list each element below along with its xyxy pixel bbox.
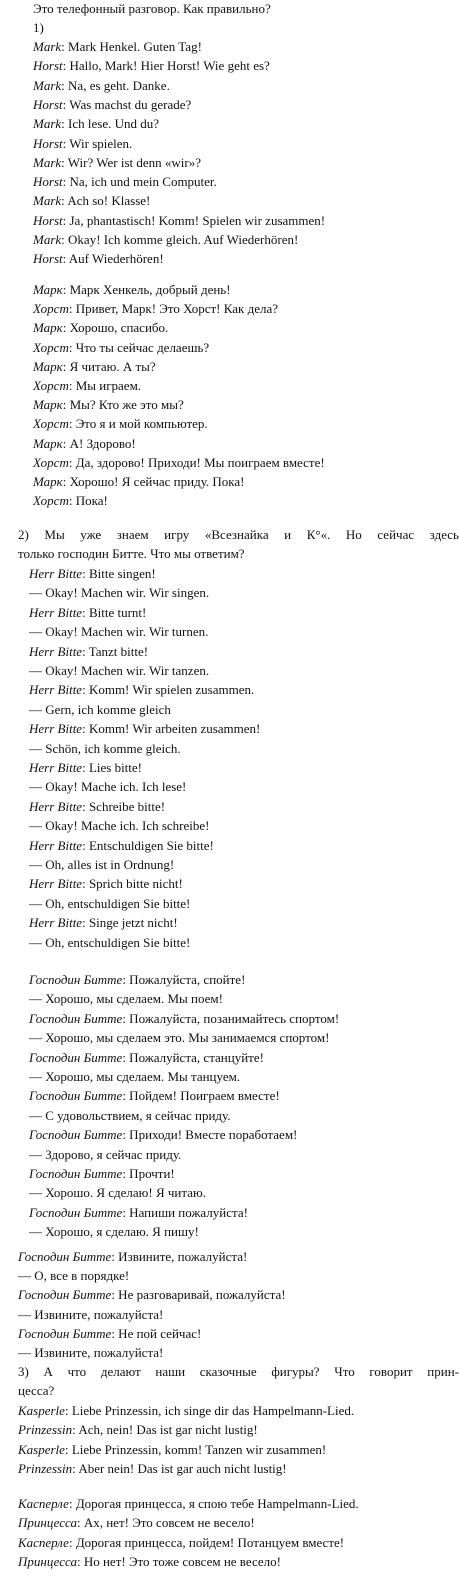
speech-text: : Komm! Wir spielen zusammen. <box>82 682 255 698</box>
speech-text: : Пока! <box>68 493 108 509</box>
reply-text: — Okay! Machen wir. Wir turnen. <box>29 624 209 640</box>
speech-text: : Прочти! <box>122 1166 175 1181</box>
speech-text: : Напиши пожалуйста! <box>122 1204 248 1220</box>
dialogue-line <box>29 663 459 679</box>
speech-text: : Lies bitte! <box>82 760 143 775</box>
speech-text: : Singe jetzt nicht! <box>82 915 178 931</box>
speaker-name: Касперле <box>18 1496 69 1511</box>
section-intro: цесса? <box>18 1383 55 1398</box>
dialogue-line <box>33 359 459 375</box>
speech-text: : Хорошо! Я сейчас приду. Пока! <box>62 474 245 489</box>
speech-text: : Не разговаривай, пожалуйста! <box>111 1287 286 1303</box>
dialogue-line <box>29 1185 459 1201</box>
dialogue-line <box>18 1326 459 1342</box>
reply-text: — Okay! Machen wir. Wir tanzen. <box>29 663 210 678</box>
dialogue-line <box>29 1011 459 1027</box>
dialogue-line <box>29 915 459 931</box>
dialogue-line <box>29 1050 459 1066</box>
speaker-name: Марк <box>33 358 63 374</box>
speaker-name: Марк <box>33 474 63 489</box>
dialogue-line <box>18 1403 459 1419</box>
speech-text: : Bitte singen! <box>82 566 156 581</box>
speaker-name: Марк <box>33 397 63 413</box>
dialogue-line <box>33 193 459 209</box>
dialogue-line <box>33 251 459 267</box>
speaker-name: Mark <box>33 116 62 132</box>
reply-text: — Хорошо, мы сделаем это. Мы занимаемся спортом! <box>29 1030 330 1046</box>
speaker-name: Horst <box>33 251 63 267</box>
speech-text: : Хорошо, спасибо. <box>62 320 169 336</box>
speaker-name: Herr Bitte <box>29 798 83 814</box>
speech-text: : Okay! Ich komme gleich. Auf Wiederhören! <box>61 232 299 247</box>
dialogue-line <box>33 320 459 336</box>
dialogue-line <box>33 58 459 74</box>
speech-text: : Auf Wiederhören! <box>62 251 164 267</box>
speech-text: : Марк Хенкель, добрый день! <box>62 282 231 297</box>
reply-text: — Здорово, я сейчас приду. <box>29 1146 182 1162</box>
dialogue-line <box>18 1307 459 1323</box>
speaker-name: Господин Битте <box>18 1249 112 1264</box>
reply-text: — О, все в порядке! <box>18 1268 130 1284</box>
speech-text: : Hallo, Mark! Hier Horst! Wie geht es? <box>62 58 270 74</box>
speech-text: : Entschuldigen Sie bitte! <box>82 837 214 853</box>
reply-text: — Gern, ich komme gleich <box>29 701 171 717</box>
speaker-name: Herr Bitte <box>29 915 83 931</box>
speaker-name: Mark <box>33 154 62 170</box>
dialogue-line <box>33 97 459 113</box>
speech-text: : Мы? Кто же это мы? <box>62 397 184 413</box>
dialogue-line <box>29 972 459 988</box>
speech-text: : Aber nein! Das ist gar auch nicht lustig! <box>72 1460 287 1476</box>
dialogue-line <box>18 1442 459 1458</box>
speaker-name: Марк <box>33 282 63 297</box>
speaker-name: Господин Битте <box>29 1127 123 1143</box>
dialogue-line <box>29 857 459 873</box>
dialogue-line <box>18 1515 459 1531</box>
speech-text: : Na, ich und mein Computer. <box>62 174 217 190</box>
dialogue-line <box>29 1030 459 1046</box>
dialogue-line <box>29 566 459 582</box>
speaker-name: Господин Битте <box>18 1325 112 1341</box>
dialogue-line <box>29 818 459 834</box>
reply-text: — Okay! Machen wir. Wir singen. <box>29 585 210 601</box>
dialogue-line <box>33 436 459 452</box>
speaker-name: Господин Битте <box>29 1166 123 1181</box>
dialogue-line <box>18 1287 459 1303</box>
speaker-name: Хорст <box>33 416 69 432</box>
speaker-name: Herr Bitte <box>29 837 83 853</box>
speech-text: : А! Здорово! <box>62 435 136 451</box>
speaker-name: Herr Bitte <box>29 760 83 775</box>
dialogue-line <box>33 397 459 413</box>
speech-text: : Bitte turnt! <box>82 604 147 620</box>
speech-text: : Wir spielen. <box>62 135 133 151</box>
speaker-name: Хорст <box>33 493 69 509</box>
speaker-name: Horst <box>33 135 63 151</box>
dialogue-line <box>33 416 459 432</box>
dialogue-line <box>29 1166 459 1182</box>
dialogue-line <box>29 799 459 815</box>
dialogue-line <box>29 896 459 912</box>
speaker-name: Марк <box>33 435 63 451</box>
reply-text: — Oh, entschuldigen Sie bitte! <box>29 934 191 950</box>
speech-text: : Na, es geht. Danke. <box>61 77 170 93</box>
speaker-name: Herr Bitte <box>29 876 83 892</box>
speaker-name: Mark <box>33 39 62 54</box>
dialogue-line <box>18 1554 459 1570</box>
reply-text: — Хорошо. Я сделаю! Я читаю. <box>29 1185 206 1201</box>
speech-text: : Привет, Марк! Это Хорст! Как дела? <box>68 301 278 317</box>
dialogue-line <box>33 378 459 394</box>
speech-text: : Извините, пожалуйста! <box>111 1249 248 1264</box>
reply-text: — Хорошо, мы сделаем. Мы танцуем. <box>29 1069 241 1084</box>
speaker-name: Хорст <box>33 339 69 355</box>
speech-text: : Ach so! Klasse! <box>61 193 151 209</box>
speech-text: : Да, здорово! Приходи! Мы поиграем вместе! <box>68 454 325 470</box>
speaker-name: Prinzessin <box>18 1422 73 1438</box>
speech-text: : Tanzt bitte! <box>82 643 149 659</box>
reply-text: — Okay! Mache ich. Ich lese! <box>29 779 187 795</box>
speech-text: : Was machst du gerade? <box>62 96 192 112</box>
speech-text: : Mark Henkel. Guten Tag! <box>61 39 202 54</box>
speech-text: : Пожалуйста, позанимайтесь спортом! <box>122 1010 340 1026</box>
speech-text: : Wir? Wer ist denn «wir»? <box>61 154 202 170</box>
speaker-name: Принцесса <box>18 1515 77 1531</box>
section-number: 1) <box>33 20 44 35</box>
dialogue-line <box>29 760 459 776</box>
dialogue-line <box>33 232 459 248</box>
dialogue-line <box>33 155 459 171</box>
dialogue-line <box>29 741 459 757</box>
speech-text: : Liebe Prinzessin, komm! Tanzen wir zusammen! <box>64 1441 327 1457</box>
speaker-name: Mark <box>33 193 62 209</box>
speech-text: : Ах, нет! Это совсем не весело! <box>76 1515 255 1531</box>
speech-text: : Ich lese. Und du? <box>61 116 160 132</box>
speaker-name: Господин Битте <box>29 1049 123 1065</box>
dialogue-line <box>33 174 459 190</box>
dialogue-line <box>29 838 459 854</box>
speaker-name: Kasperle <box>18 1403 65 1418</box>
dialogue-line <box>29 702 459 718</box>
speaker-name: Herr Bitte <box>29 604 83 620</box>
dialogue-line <box>29 779 459 795</box>
speaker-name: Господин Битте <box>29 1010 123 1026</box>
section-intro: 3) А что делают наши сказочные фигуры? Что говорит прин- <box>18 1364 459 1379</box>
dialogue-line <box>33 213 459 229</box>
dialogue-line <box>29 1108 459 1124</box>
dialogue-line <box>33 282 459 298</box>
dialogue-line <box>29 721 459 737</box>
speaker-name: Господин Битте <box>18 1287 112 1303</box>
dialogue-line <box>33 340 459 356</box>
intro-line: Это телефонный разговор. Как правильно? <box>33 1 271 16</box>
speech-text: : Komm! Wir arbeiten zusammen! <box>82 721 261 737</box>
dialogue-line <box>29 935 459 951</box>
speaker-name: Horst <box>33 212 63 228</box>
reply-text: — Okay! Mache ich. Ich schreibe! <box>29 818 210 834</box>
speaker-name: Horst <box>33 58 63 74</box>
section-intro: 2) Мы уже знаем игру «Всезнайка и К°«. Но сейчас здесь <box>18 527 459 542</box>
dialogue-line <box>18 1249 459 1265</box>
reply-text: — Oh, entschuldigen Sie bitte! <box>29 895 191 911</box>
reply-text: — Хорошо, мы сделаем. Мы поем! <box>29 991 223 1007</box>
dialogue-line <box>18 1345 459 1361</box>
reply-text: — Извините, пожалуйста! <box>18 1345 164 1360</box>
speech-text: : Не пой сейчас! <box>111 1325 202 1341</box>
speaker-name: Herr Bitte <box>29 643 83 659</box>
speech-text: : Пожалуйста, спойте! <box>122 972 246 987</box>
speech-text: : Приходи! Вместе поработаем! <box>122 1127 298 1143</box>
speaker-name: Horst <box>33 96 63 112</box>
speaker-name: Марк <box>33 320 63 336</box>
dialogue-line <box>33 78 459 94</box>
speech-text: : Это я и мой компьютер. <box>68 416 208 432</box>
dialogue-line <box>29 644 459 660</box>
section-intro: только господин Битте. Что мы ответим? <box>18 546 245 561</box>
speaker-name: Kasperle <box>18 1441 65 1457</box>
dialogue-line <box>29 624 459 640</box>
dialogue-line <box>29 991 459 1007</box>
speech-text: : Что ты сейчас делаешь? <box>68 339 210 355</box>
speaker-name: Herr Bitte <box>29 682 83 698</box>
dialogue-line <box>29 1224 459 1240</box>
speech-text: : Sprich bitte nicht! <box>82 876 183 892</box>
speaker-name: Herr Bitte <box>29 721 83 737</box>
dialogue-line <box>29 1069 459 1085</box>
dialogue-line <box>29 585 459 601</box>
dialogue-line <box>29 1127 459 1143</box>
reply-text: — Извините, пожалуйста! <box>18 1306 164 1322</box>
speech-text: : Я читаю. А ты? <box>62 358 156 374</box>
speaker-name: Herr Bitte <box>29 566 83 581</box>
dialogue-line <box>29 1088 459 1104</box>
speech-text: : Но нет! Это тоже совсем не весело! <box>76 1553 281 1569</box>
reply-text: — Oh, alles ist in Ordnung! <box>29 857 175 872</box>
dialogue-line <box>18 1496 459 1512</box>
dialogue-line <box>33 39 459 55</box>
dialogue-line <box>33 455 459 471</box>
speaker-name: Mark <box>33 77 62 93</box>
speech-text: : Пойдем! Поиграем вместе! <box>122 1088 280 1104</box>
dialogue-line <box>18 1422 459 1438</box>
speaker-name: Хорст <box>33 301 69 317</box>
dialogue-line <box>29 682 459 698</box>
dialogue-line <box>33 136 459 152</box>
speaker-name: Хорст <box>33 454 69 470</box>
dialogue-line <box>33 116 459 132</box>
dialogue-line <box>18 1535 459 1551</box>
dialogue-line <box>18 1268 459 1284</box>
speech-text: : Schreibe bitte! <box>82 798 166 814</box>
reply-text: — Хорошо, я сделаю. Я пишу! <box>29 1224 199 1240</box>
speech-text: : Liebe Prinzessin, ich singe dir das Hampelmann-Lied. <box>64 1403 355 1418</box>
speech-text: : Дорогая принцесса, я спою тебе Hampelmann-Lied. <box>68 1496 359 1511</box>
speaker-name: Касперле <box>18 1534 69 1550</box>
speech-text: : Дорогая принцесса, пойдем! Потанцуем вместе! <box>68 1534 345 1550</box>
speaker-name: Господин Битте <box>29 1204 123 1220</box>
reply-text: — С удовольствием, я сейчас приду. <box>29 1107 231 1123</box>
speaker-name: Mark <box>33 232 62 247</box>
dialogue-line <box>33 474 459 490</box>
dialogue-line <box>29 1205 459 1221</box>
dialogue-line <box>33 301 459 317</box>
reply-text: — Schön, ich komme gleich. <box>29 740 181 756</box>
speech-text: : Ach, nein! Das ist gar nicht lustig! <box>72 1422 258 1438</box>
speaker-name: Хорст <box>33 378 69 393</box>
dialogue-line <box>18 1461 459 1477</box>
speech-text: : Ja, phantastisch! Komm! Spielen wir zusammen! <box>62 212 326 228</box>
speaker-name: Господин Битте <box>29 972 123 987</box>
speaker-name: Prinzessin <box>18 1460 73 1476</box>
speaker-name: Принцесса <box>18 1553 77 1569</box>
speaker-name: Horst <box>33 174 63 190</box>
speech-text: : Мы играем. <box>68 378 142 393</box>
dialogue-line <box>29 605 459 621</box>
dialogue-line <box>29 1147 459 1163</box>
speaker-name: Господин Битте <box>29 1088 123 1104</box>
dialogue-line <box>29 876 459 892</box>
dialogue-line <box>33 493 459 509</box>
speech-text: : Пожалуйста, станцуйте! <box>122 1049 264 1065</box>
